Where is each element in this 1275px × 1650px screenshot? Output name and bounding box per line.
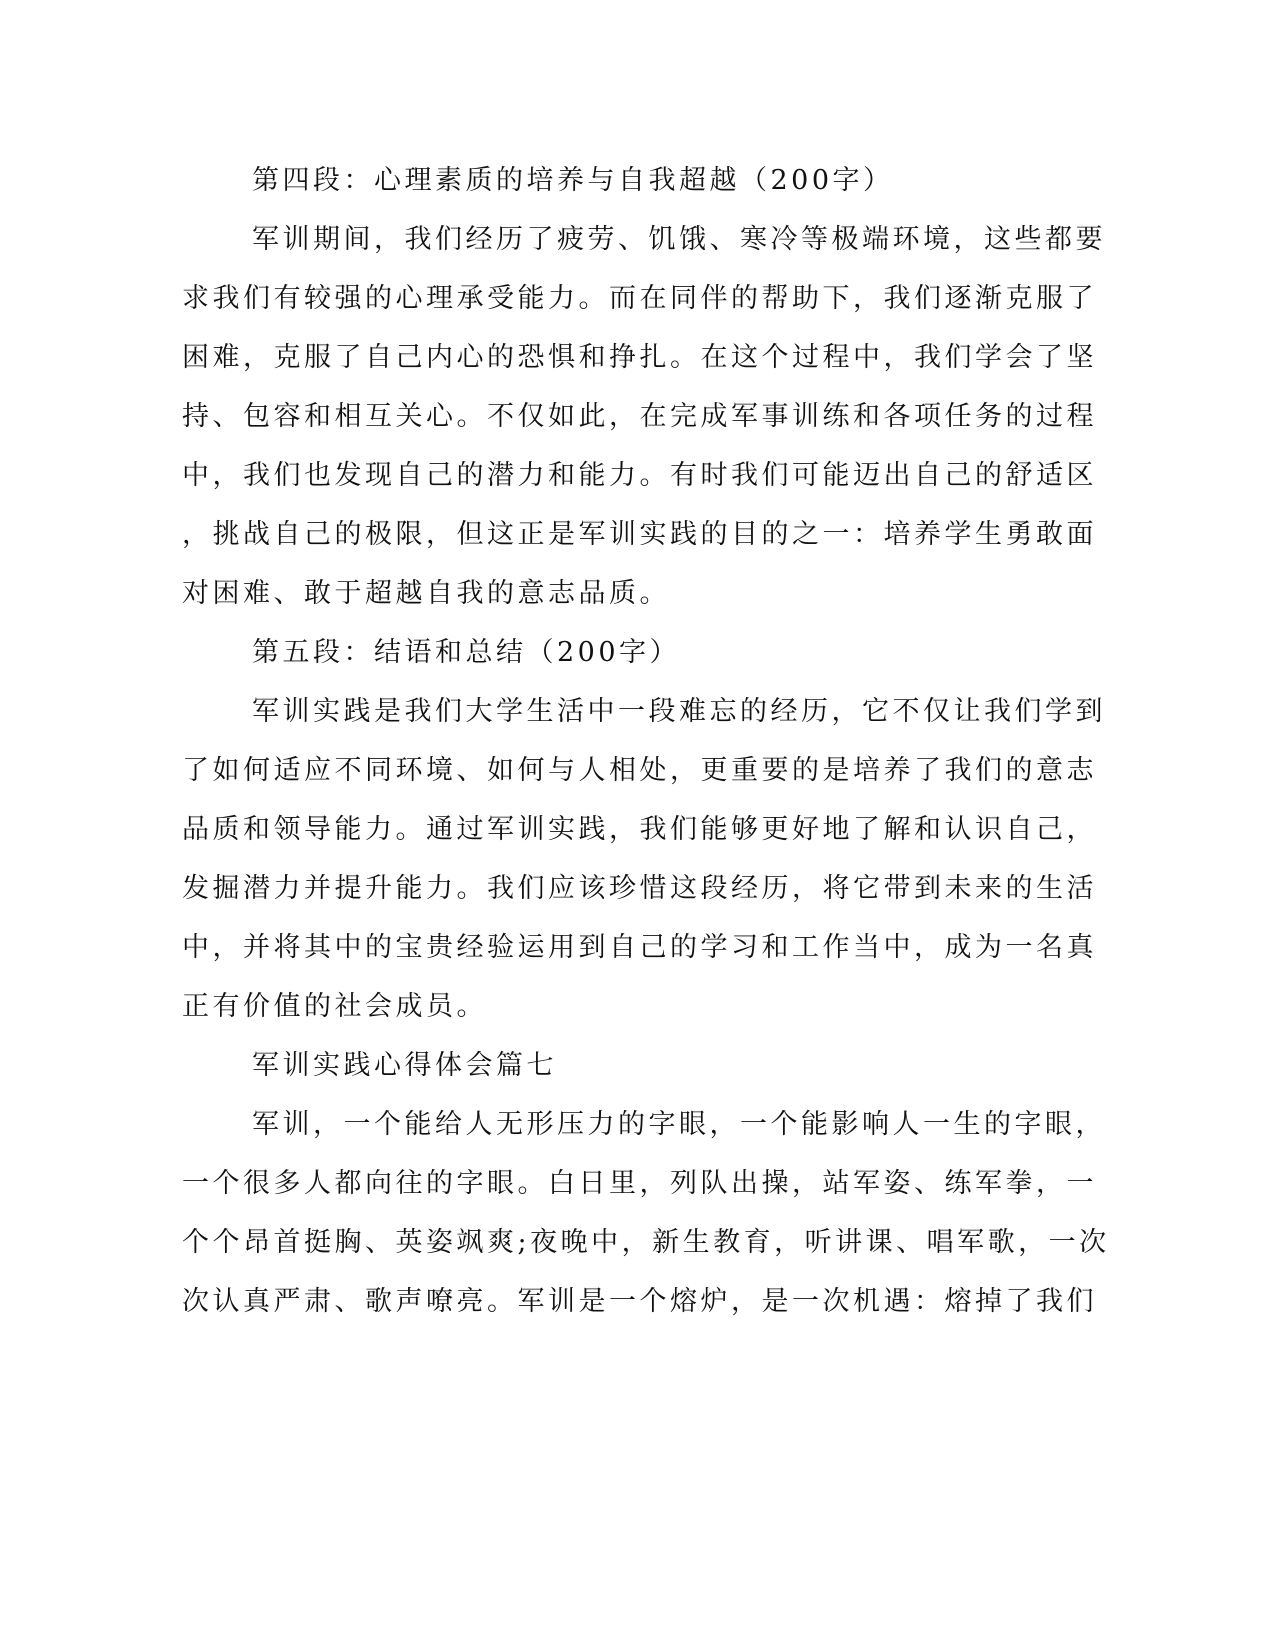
- section4-line-7: 对困难、敢于超越自我的意志品质。: [182, 578, 670, 609]
- article7-line-1: 军训，一个能给人无形压力的字眼，一个能影响人一生的字眼，: [252, 1109, 1106, 1140]
- section5-line-3: 品质和领导能力。通过军训实践，我们能够更好地了解和认识自己，: [182, 814, 1097, 845]
- section5-line-1: 军训实践是我们大学生活中一段难忘的经历，它不仅让我们学到: [252, 696, 1106, 727]
- article7-line-3: 个个昂首挺胸、英姿飒爽;夜晚中，新生教育，听讲课、唱军歌，一次: [182, 1227, 1110, 1258]
- section4-line-2: 求我们有较强的心理承受能力。而在同伴的帮助下，我们逐渐克服了: [182, 283, 1097, 314]
- section4-line-6: ，挑战自己的极限，但这正是军训实践的目的之一：培养学生勇敢面: [182, 519, 1097, 550]
- article7-line-2: 一个很多人都向往的字眼。白日里，列队出操，站军姿、练军拳，一: [182, 1168, 1097, 1199]
- section4-line-5: 中，我们也发现自己的潜力和能力。有时我们可能迈出自己的舒适区: [182, 460, 1097, 491]
- article7-line-4: 次认真严肃、歌声嘹亮。军训是一个熔炉，是一次机遇：熔掉了我们: [182, 1286, 1097, 1317]
- section4-line-1: 军训期间，我们经历了疲劳、饥饿、寒冷等极端环境，这些都要: [252, 224, 1106, 255]
- section5-heading: 第五段：结语和总结（200字）: [252, 637, 681, 668]
- section5-line-2: 了如何适应不同环境、如何与人相处，更重要的是培养了我们的意志: [182, 755, 1097, 786]
- article7-title: 军训实践心得体会篇七: [252, 1050, 557, 1081]
- section4-heading: 第四段：心理素质的培养与自我超越（200字）: [252, 165, 894, 196]
- section4-line-4: 持、包容和相互关心。不仅如此，在完成军事训练和各项任务的过程: [182, 401, 1097, 432]
- section5-line-4: 发掘潜力并提升能力。我们应该珍惜这段经历，将它带到未来的生活: [182, 873, 1097, 904]
- section5-line-6: 正有价值的社会成员。: [182, 991, 487, 1022]
- section4-line-3: 困难，克服了自己内心的恐惧和挣扎。在这个过程中，我们学会了坚: [182, 342, 1097, 373]
- section5-line-5: 中，并将其中的宝贵经验运用到自己的学习和工作当中，成为一名真: [182, 932, 1097, 963]
